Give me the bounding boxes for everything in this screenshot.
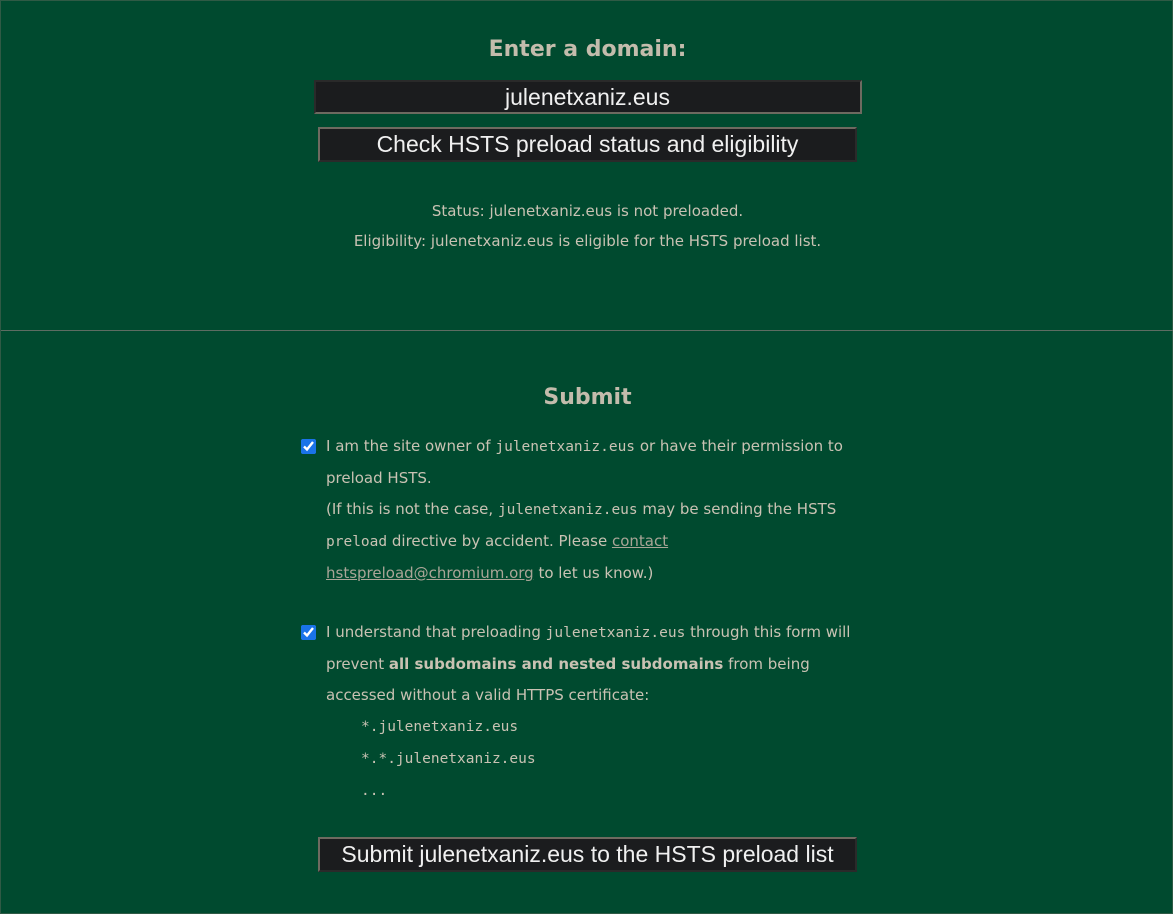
owner-note: may be sending the HSTS — [637, 500, 837, 518]
contact-email-link[interactable]: contact hstspreload@chromium.org — [326, 532, 669, 582]
subdomains-text: from being accessed without a valid HTTPS certificate: — [326, 655, 810, 704]
lookup-result — [1, 196, 1173, 256]
eligibility-text: Eligibility: julenetxaniz.eus is eligible for the HSTS preload list. — [353, 232, 822, 250]
domain-code: julenetxaniz.eus — [495, 439, 636, 455]
preload-code: preload — [326, 534, 388, 550]
subdomains-bold: all subdomains and nested subdomains — [388, 655, 724, 673]
check-status-button[interactable]: Check HSTS preload status and eligibility — [318, 127, 857, 162]
subdomains-text: through this form will prevent — [326, 623, 851, 673]
owner-text: I am the site owner of — [326, 437, 496, 455]
owner-confirmation — [326, 431, 861, 589]
subdomains-checkbox[interactable] — [301, 625, 316, 640]
submit-preload-button[interactable]: Submit julenetxaniz.eus to the HSTS preload list — [318, 837, 857, 872]
subdomain-example: *.*.julenetxaniz.eus — [361, 751, 536, 767]
domain-input[interactable] — [314, 80, 862, 114]
domain-code: julenetxaniz.eus — [497, 502, 638, 518]
owner-note: (If this is not the case, — [326, 500, 498, 518]
owner-note: directive by accident. Please — [387, 532, 612, 550]
subdomains-confirmation — [326, 617, 861, 807]
owner-text: or have their permission to preload HSTS. — [326, 437, 843, 487]
subdomains-text: I understand that preloading — [326, 623, 546, 641]
status-text: Status: julenetxaniz.eus is not preloaded. — [431, 202, 744, 220]
subdomain-example: *.julenetxaniz.eus — [361, 719, 519, 735]
owner-note: to let us know.) — [533, 564, 654, 582]
subdomain-example: ... — [361, 783, 388, 799]
owner-checkbox[interactable] — [301, 439, 316, 454]
enter-domain-heading: Enter a domain: — [488, 37, 687, 62]
domain-code: julenetxaniz.eus — [545, 625, 686, 641]
section-divider — [1, 330, 1173, 331]
lookup-section — [1, 37, 1173, 256]
submit-section — [1, 385, 1173, 872]
submit-heading: Submit — [543, 385, 632, 410]
